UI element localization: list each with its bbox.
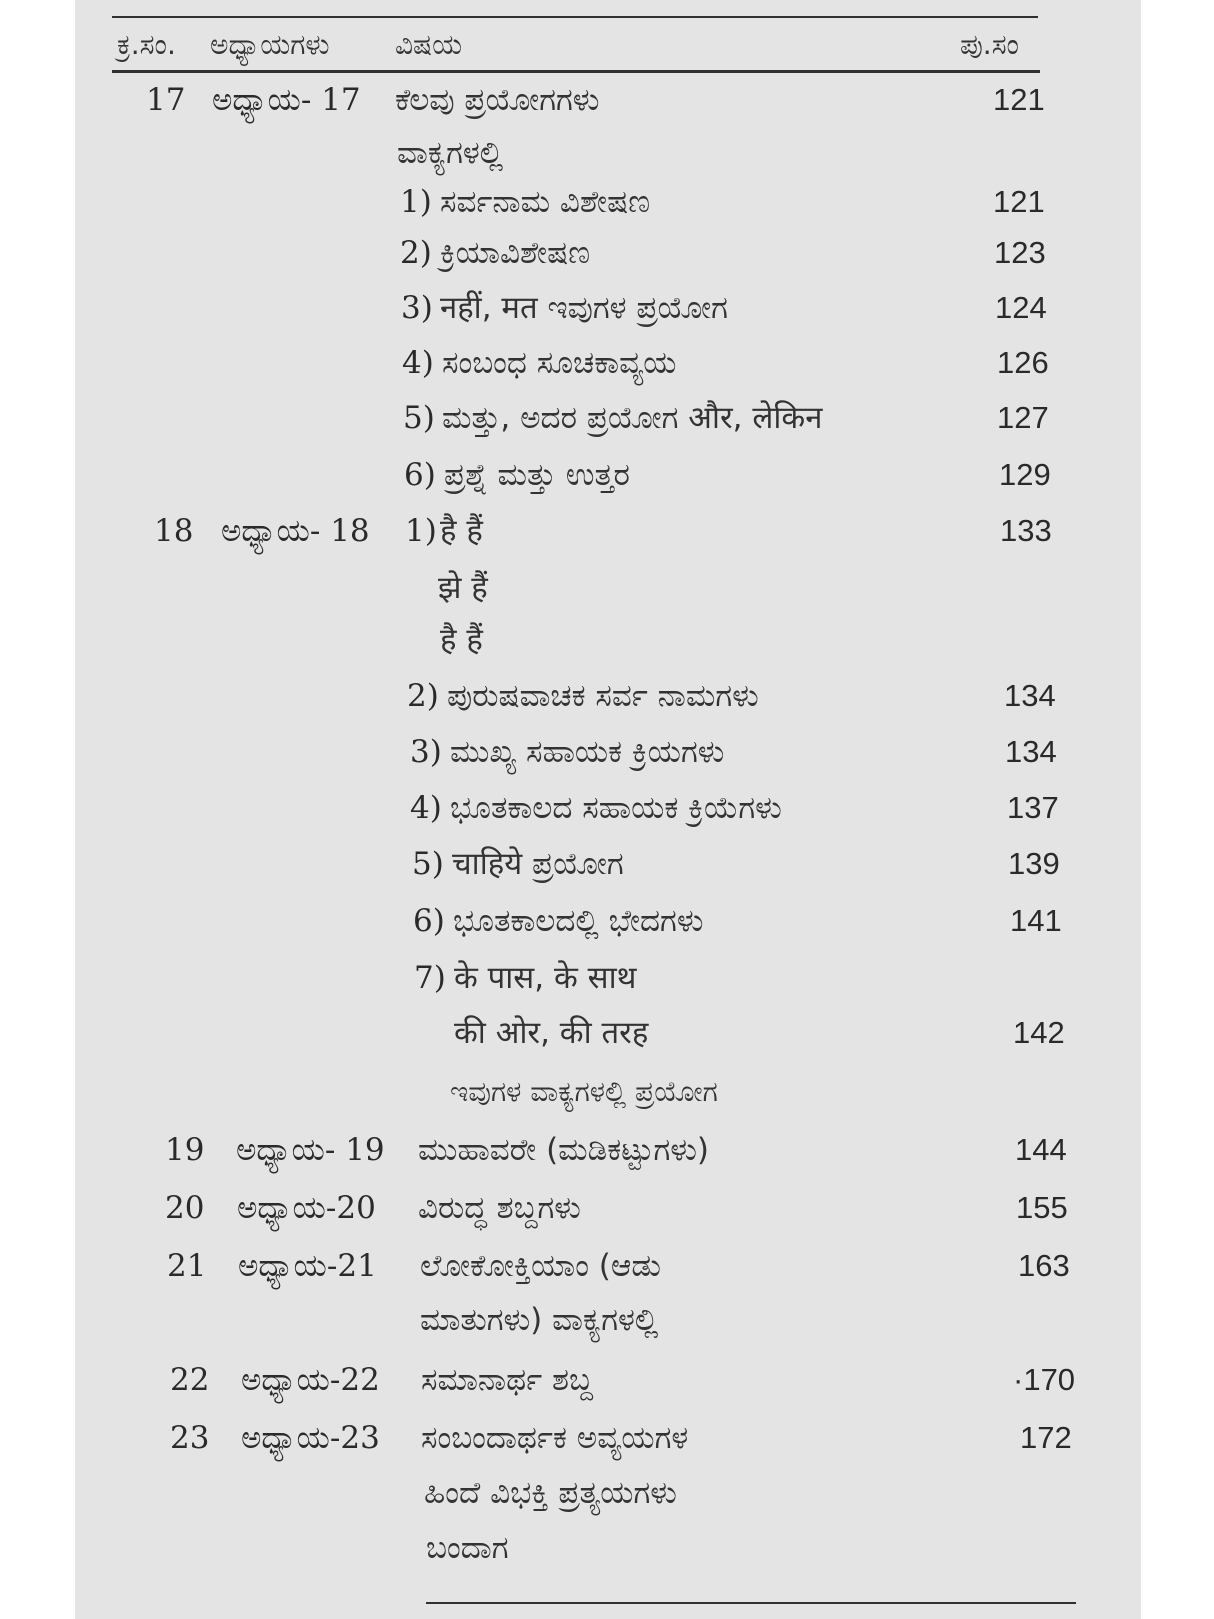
serial-number: 22 bbox=[170, 1362, 210, 1398]
header-subject: ವಿಷಯ bbox=[395, 28, 463, 61]
subject-text: ಪುರುಷವಾಚಕ ಸರ್ವ ನಾಮಗಳು bbox=[447, 678, 759, 714]
toc-row bbox=[0, 288, 1214, 344]
page-number: 137 bbox=[1007, 790, 1059, 825]
page-number: 123 bbox=[994, 235, 1046, 270]
item-number: 2) bbox=[407, 678, 439, 714]
item-number: 6) bbox=[413, 903, 445, 939]
toc-row bbox=[0, 620, 1214, 676]
toc-row bbox=[0, 1130, 1214, 1186]
subject-text: है हैं bbox=[440, 513, 483, 549]
item-number: 4) bbox=[402, 345, 434, 381]
item-number: 6) bbox=[404, 457, 436, 493]
subject-text: नहीं, मत ಇವುಗಳ ಪ್ರಯೋಗ bbox=[440, 290, 728, 326]
chapter-label: ಅಧ್ಯಾಯ-23 bbox=[241, 1420, 380, 1456]
toc-row bbox=[0, 233, 1214, 289]
page-number: 163 bbox=[1018, 1248, 1070, 1283]
subject-text: ವಿರುದ್ಧ ಶಬ್ದಗಳು bbox=[418, 1190, 581, 1226]
page-number: ·170 bbox=[1013, 1362, 1076, 1397]
page-number: 134 bbox=[1005, 734, 1057, 769]
serial-number: 20 bbox=[165, 1190, 205, 1226]
toc-row bbox=[0, 958, 1214, 1014]
toc-row bbox=[0, 1013, 1214, 1069]
chapter-label: ಅಧ್ಯಾಯ-20 bbox=[237, 1190, 376, 1226]
toc-row bbox=[0, 511, 1214, 567]
page-number: 134 bbox=[1004, 678, 1056, 713]
page-number: 124 bbox=[995, 290, 1047, 325]
toc-row bbox=[0, 844, 1214, 900]
chapter-label: ಅಧ್ಯಾಯ- 19 bbox=[236, 1132, 385, 1168]
toc-row bbox=[0, 1528, 1214, 1584]
page-number: 142 bbox=[1013, 1015, 1065, 1050]
toc-row bbox=[0, 1188, 1214, 1244]
subject-text: ಭೂತಕಾಲದ ಸಹಾಯಕ ಕ್ರಿಯೆಗಳು bbox=[450, 790, 782, 826]
subject-text: ಮಾತುಗಳು) ವಾಕ್ಯಗಳಲ್ಲಿ bbox=[420, 1302, 659, 1338]
subject-text: ಹಿಂದೆ ವಿಭಕ್ತಿ ಪ್ರತ್ಯಯಗಳು bbox=[424, 1475, 677, 1511]
toc-row bbox=[0, 80, 1214, 136]
chapter-label: ಅಧ್ಯಾಯ- 17 bbox=[212, 82, 361, 118]
subject-text: ಸಂಬಂಧ ಸೂಚಕಾವ್ಯಯ bbox=[442, 345, 677, 381]
serial-number: 23 bbox=[170, 1420, 210, 1456]
item-number: 1) bbox=[405, 513, 437, 549]
subject-text: ಸರ್ವನಾಮ ವಿಶೇಷಣ bbox=[440, 184, 651, 220]
toc-row bbox=[0, 1246, 1214, 1302]
page-number: 155 bbox=[1016, 1190, 1068, 1225]
toc-row bbox=[0, 133, 1214, 189]
subject-text: की ओर, की तरह bbox=[454, 1015, 649, 1051]
page-number: 172 bbox=[1020, 1420, 1072, 1455]
toc-row bbox=[0, 568, 1214, 624]
toc-row bbox=[0, 343, 1214, 399]
chapter-label: ಅಧ್ಯಾಯ-22 bbox=[241, 1362, 380, 1398]
header-serial: ಕ್ರ.ಸಂ. bbox=[117, 28, 176, 61]
toc-row bbox=[0, 182, 1214, 238]
chapter-label: ಅಧ್ಯಾಯ- 18 bbox=[221, 513, 370, 549]
item-number: 4) bbox=[410, 790, 442, 826]
serial-number: 18 bbox=[154, 513, 194, 549]
header-bottom-rule bbox=[112, 70, 1040, 73]
subject-text: ಇವುಗಳ ವಾಕ್ಯಗಳಲ್ಲಿ ಪ್ರಯೋಗ bbox=[450, 1075, 718, 1108]
item-number: 7) bbox=[414, 960, 446, 996]
subject-text: ವಾಕ್ಯಗಳಲ್ಲಿ bbox=[397, 135, 504, 171]
subject-text: ಪ್ರಶ್ನೆ ಮತ್ತು ಉತ್ತರ bbox=[444, 457, 630, 493]
subject-text: ಮತ್ತು, ಅದರ ಪ್ರಯೋಗ और, लेकिन bbox=[442, 400, 823, 436]
page-number: 144 bbox=[1015, 1132, 1067, 1167]
item-number: 5) bbox=[412, 846, 444, 882]
subject-text: ಬಂದಾಗ bbox=[426, 1530, 509, 1566]
page-number: 141 bbox=[1010, 903, 1062, 938]
subject-text: के पास, के साथ bbox=[454, 960, 637, 996]
page-number: 127 bbox=[997, 400, 1049, 435]
footer-rule bbox=[426, 1602, 1076, 1604]
toc-row bbox=[0, 1473, 1214, 1529]
page-number: 121 bbox=[993, 82, 1045, 117]
item-number: 5) bbox=[403, 400, 435, 436]
subject-text: ಲೋಕೋಕ್ತಿಯಾಂ (ಆಡು bbox=[420, 1248, 661, 1284]
page-number: 129 bbox=[999, 457, 1051, 492]
toc-row bbox=[0, 398, 1214, 454]
header-top-rule bbox=[112, 16, 1038, 18]
serial-number: 21 bbox=[167, 1248, 207, 1284]
header-chapter: ಅಧ್ಯಾಯಗಳು bbox=[210, 28, 330, 61]
subject-text: झे हैं bbox=[438, 570, 488, 606]
serial-number: 17 bbox=[146, 82, 186, 118]
subject-text: ಸಮಾನಾರ್ಥ ಶಬ್ದ bbox=[421, 1362, 593, 1398]
subject-text: ಕ್ರಿಯಾವಿಶೇಷಣ bbox=[440, 235, 591, 271]
toc-row bbox=[0, 1418, 1214, 1474]
subject-text: ಸಂಬಂದಾರ್ಥಕ ಅವ್ಯಯಗಳ bbox=[421, 1420, 689, 1456]
chapter-label: ಅಧ್ಯಾಯ-21 bbox=[238, 1248, 377, 1284]
item-number: 3) bbox=[401, 290, 433, 326]
item-number: 3) bbox=[410, 734, 442, 770]
page-number: 139 bbox=[1008, 846, 1060, 881]
item-number: 1) bbox=[400, 184, 432, 220]
toc-row bbox=[0, 732, 1214, 788]
serial-number: 19 bbox=[165, 1132, 205, 1168]
toc-row bbox=[0, 676, 1214, 732]
page-number: 126 bbox=[997, 345, 1049, 380]
subject-text: ಭೂತಕಾಲದಲ್ಲಿ ಭೇದಗಳು bbox=[453, 903, 704, 939]
subject-text: ಮುಖ್ಯ ಸಹಾಯಕ ಕ್ರಿಯಗಳು bbox=[450, 734, 725, 770]
page-number: 133 bbox=[1000, 513, 1052, 548]
toc-row bbox=[0, 1360, 1214, 1416]
subject-text: ಕೆಲವು ಪ್ರಯೋಗಗಳು bbox=[395, 82, 600, 118]
toc-row bbox=[0, 1300, 1214, 1356]
toc-row bbox=[0, 1072, 1214, 1128]
toc-row bbox=[0, 788, 1214, 844]
item-number: 2) bbox=[400, 235, 432, 271]
toc-row bbox=[0, 901, 1214, 957]
header-page: ಪು.ಸಂ bbox=[960, 28, 1019, 61]
page-number: 121 bbox=[993, 184, 1045, 219]
subject-text: चाहिये ಪ್ರಯೋಗ bbox=[452, 846, 624, 882]
subject-text: ಮುಹಾವರೇ (ಮಡಿಕಟ್ಟುಗಳು) bbox=[418, 1132, 710, 1168]
toc-row bbox=[0, 455, 1214, 511]
subject-text: है हैं bbox=[440, 622, 483, 658]
